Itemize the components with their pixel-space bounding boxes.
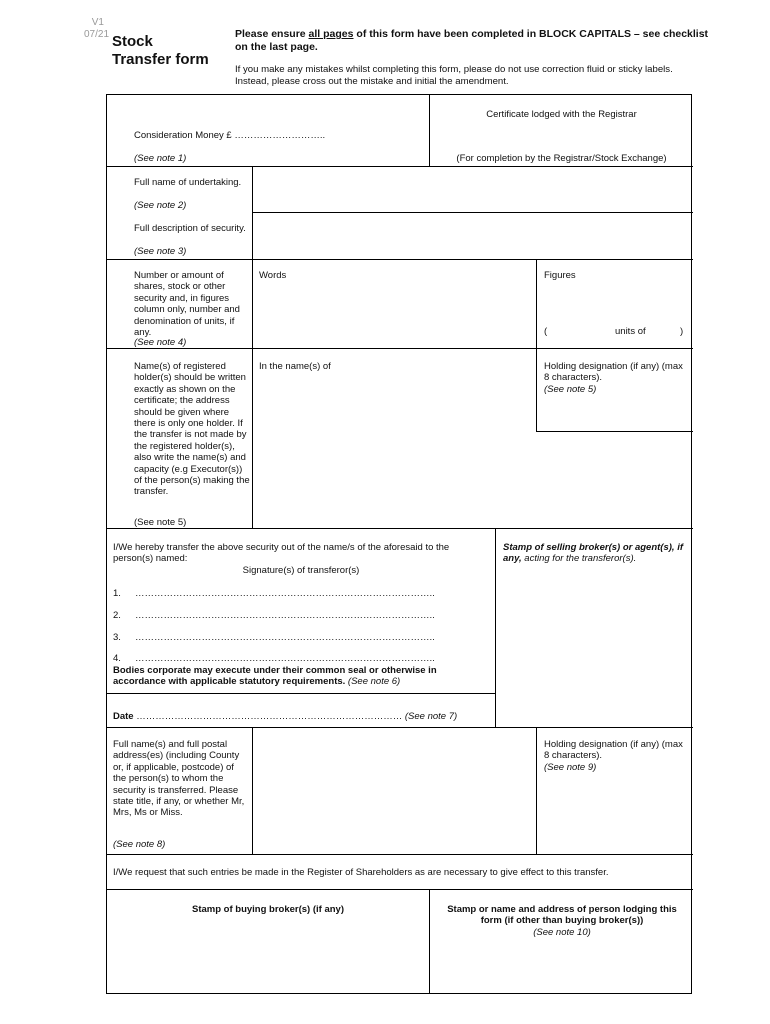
amount-words-input[interactable] bbox=[253, 260, 536, 348]
selling-broker-stamp-suffix: acting for the transferor(s). bbox=[521, 553, 637, 565]
registered-holders-label: Name(s) of registered holder(s) should be written exactly as shown on the certificate; the address should be given where there is only one holder. If the transfer is not made by the registered holder(s), also write the name(s) and capacity (e.g Executor(s)) of the person(s) making the transfer. bbox=[134, 361, 250, 498]
security-note: (See note 3) bbox=[134, 246, 187, 257]
amount-label: Number or amount of shares, stock or other security and, in figures column only, number and denomination of units, if any. bbox=[134, 270, 240, 339]
transferee-label: Full name(s) and full postal address(es) (including County or, if applicable, postcode) of the person(s) to whom the security is transferred. Please state title, if any, or whether Mr, Mrs, Ms or Miss. bbox=[113, 739, 245, 819]
version-date: 07/21 bbox=[84, 29, 110, 40]
in-the-names-of-label: In the name(s) of bbox=[259, 361, 331, 372]
figures-label: Figures bbox=[544, 270, 576, 281]
notice-part2: of this form have been completed in BLOCK CAPITALS – see checklist on the last page. bbox=[235, 28, 709, 53]
signature-label: Signature(s) of transferor(s) bbox=[242, 565, 360, 576]
bodies-corporate-statement: Bodies corporate may execute under their common seal or otherwise in accordance with applicable statutory requirements. bbox=[113, 665, 437, 688]
undertaking-label: Full name of undertaking. bbox=[134, 177, 242, 188]
register-request-text: I/We request that such entries be made in the Register of Shareholders as are necessary to give effect to this transfer. bbox=[113, 867, 609, 878]
consideration-note: (See note 1) bbox=[134, 153, 187, 164]
registered-holders-note: (See note 5) bbox=[134, 517, 187, 528]
signature-number: 3. bbox=[113, 632, 121, 643]
units-close-paren: ) bbox=[680, 326, 684, 337]
date-input[interactable]: ………………………………………………………………………… bbox=[133, 711, 405, 722]
transfer-declaration: I/We hereby transfer the above security out of the name/s of the aforesaid to the person(s) named: bbox=[113, 542, 450, 565]
signature-line-1[interactable]: ………………………………………………………………………………….. bbox=[135, 588, 435, 599]
signature-line-4[interactable]: ………………………………………………………………………………….. bbox=[135, 653, 435, 664]
registrar-certificate-label: Certificate lodged with the Registrar bbox=[486, 109, 637, 120]
holding-designation-note: (See note 5) bbox=[544, 384, 597, 395]
units-open-paren: ( bbox=[544, 326, 548, 337]
lodging-stamp-note: (See note 10) bbox=[533, 927, 591, 938]
consideration-money-label: Consideration Money £ ……………………….. bbox=[134, 130, 326, 141]
form-title-line2: Transfer form bbox=[112, 51, 209, 68]
version-number: V1 bbox=[91, 17, 104, 28]
lodging-stamp-label: Stamp or name and address of person lodging this form (if other than buying broker(s)) bbox=[447, 904, 677, 927]
stock-transfer-form bbox=[106, 94, 692, 994]
divider bbox=[536, 431, 693, 432]
bodies-corporate-text bbox=[113, 665, 491, 688]
version-label bbox=[84, 17, 110, 41]
form-title-line1: Stock bbox=[112, 33, 153, 50]
form-title bbox=[112, 33, 209, 69]
transferee-input[interactable] bbox=[253, 728, 536, 854]
amount-note: (See note 4) bbox=[134, 337, 187, 348]
registrar-note: (For completion by the Registrar/Stock Exchange) bbox=[456, 153, 667, 164]
holding-designation-label: Holding designation (if any) (max 8 characters). bbox=[544, 361, 683, 384]
units-of-label: units of bbox=[615, 326, 646, 337]
signature-number: 4. bbox=[113, 653, 121, 664]
selling-broker-stamp-label: Stamp of selling broker(s) or agent(s), if any, bbox=[503, 542, 683, 565]
transferee-holding-input[interactable] bbox=[537, 728, 693, 854]
transferee-holding-label: Holding designation (if any) (max 8 characters). bbox=[544, 739, 683, 762]
selling-broker-stamp-area[interactable] bbox=[496, 529, 693, 727]
notice-underlined: all pages bbox=[308, 28, 354, 40]
lodging-stamp-area[interactable] bbox=[430, 890, 693, 993]
signature-line-2[interactable]: ………………………………………………………………………………….. bbox=[135, 610, 435, 621]
date-row bbox=[113, 711, 493, 722]
transferee-holding-note: (See note 9) bbox=[544, 762, 597, 773]
divider bbox=[107, 693, 495, 694]
date-note: (See note 7) bbox=[404, 711, 458, 722]
notice-part1: Please ensure bbox=[235, 28, 309, 40]
undertaking-note: (See note 2) bbox=[134, 200, 187, 211]
signature-number: 1. bbox=[113, 588, 121, 599]
holding-designation-input[interactable] bbox=[537, 349, 693, 431]
security-description-input[interactable] bbox=[253, 213, 693, 259]
block-capitals-notice bbox=[235, 28, 710, 54]
transferee-note: (See note 8) bbox=[113, 839, 166, 850]
words-label: Words bbox=[259, 270, 287, 281]
undertaking-input[interactable] bbox=[253, 167, 693, 212]
bodies-corporate-note: (See note 6) bbox=[345, 676, 401, 688]
signature-line-3[interactable]: ………………………………………………………………………………….. bbox=[135, 632, 435, 643]
buying-broker-stamp-label: Stamp of buying broker(s) (if any) bbox=[191, 904, 344, 915]
buying-broker-stamp-area[interactable] bbox=[107, 890, 429, 993]
registered-holders-input[interactable] bbox=[253, 349, 536, 528]
divider bbox=[107, 854, 693, 855]
signature-number: 2. bbox=[113, 610, 121, 621]
mistakes-notice: If you make any mistakes whilst completing this form, please do not use correction fluid or sticky labels. Instead, please cross out the mistake and initial the amendment. bbox=[235, 64, 673, 87]
date-label: Date bbox=[113, 711, 134, 722]
security-description-label: Full description of security. bbox=[134, 223, 246, 234]
